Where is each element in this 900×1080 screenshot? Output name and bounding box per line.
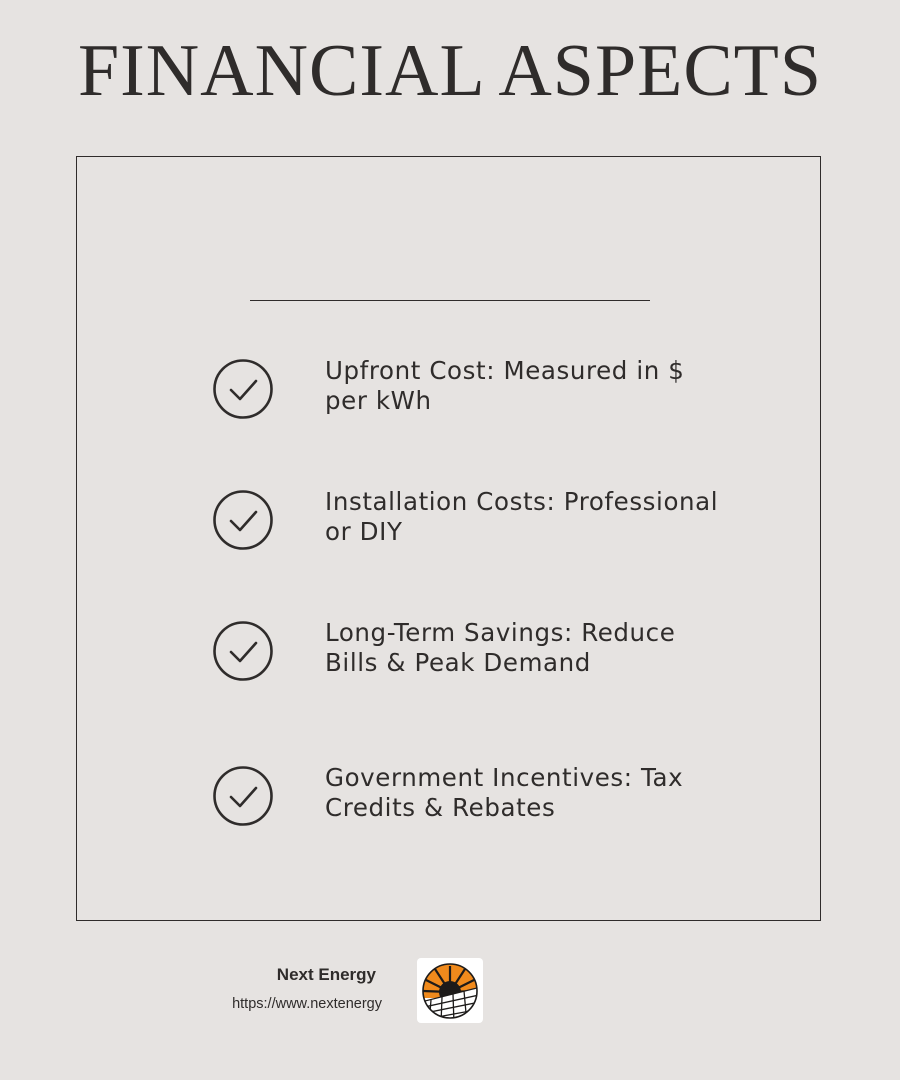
page-title: FINANCIAL ASPECTS xyxy=(77,30,823,112)
brand-name: Next Energy xyxy=(276,965,376,984)
item-text: Government Incentives: Tax Credits & Rebates xyxy=(325,763,684,822)
check-circle-icon xyxy=(212,620,274,682)
item-text: Long-Term Savings: Reduce Bills & Peak Demand xyxy=(325,618,676,677)
check-circle-icon xyxy=(212,489,274,551)
item-text: Installation Costs: Professional or DIY xyxy=(325,487,719,546)
item-text: Upfront Cost: Measured in $ per kWh xyxy=(325,356,685,415)
check-circle-icon xyxy=(212,765,274,827)
check-circle-icon xyxy=(212,358,274,420)
brand-url-link[interactable]: https://www.nextenergy xyxy=(232,996,382,1012)
sun-solar-panel-logo xyxy=(417,958,483,1023)
divider-line xyxy=(250,300,650,301)
